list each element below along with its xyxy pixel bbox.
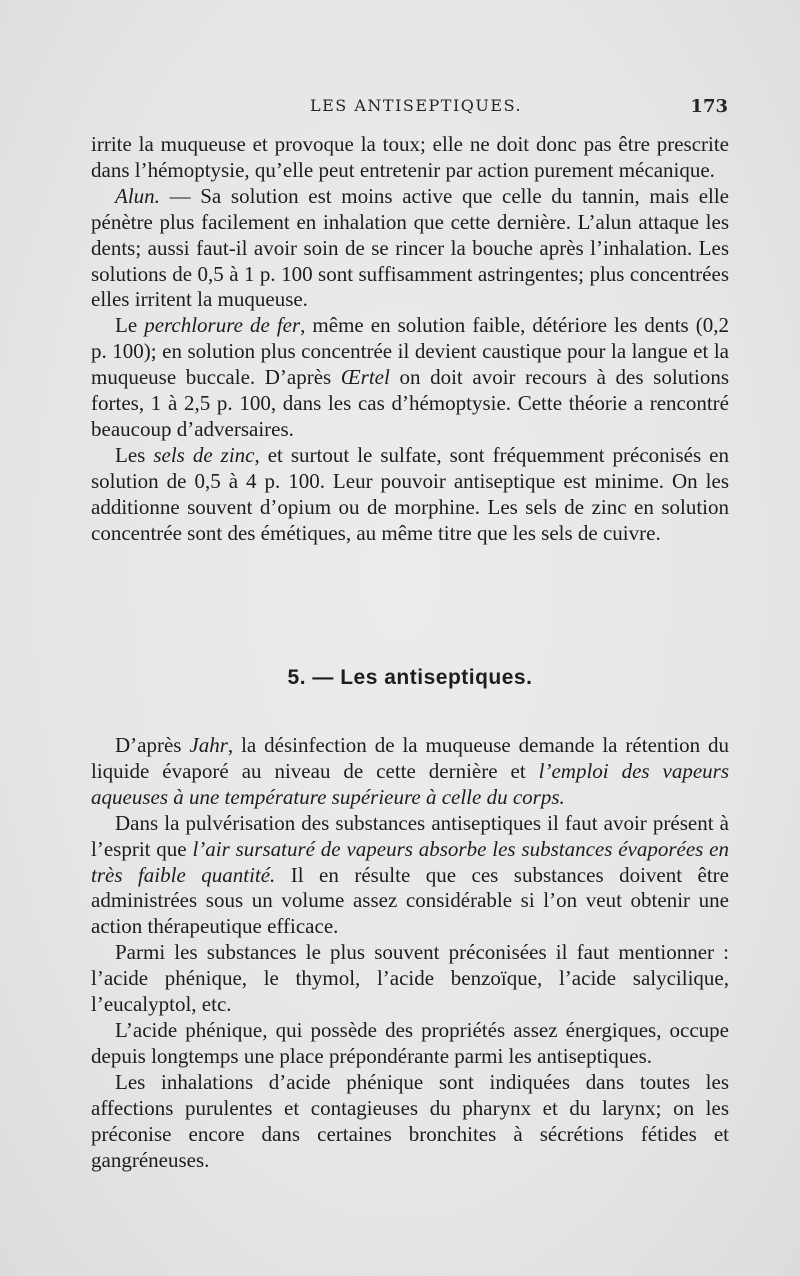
italic-text: Alun.: [115, 183, 160, 208]
paragraph: L’acide phénique, qui possède des propriétés assez énergiques, occupe depuis longtemps une place prépondérante parmi les antiseptiques.: [91, 1017, 729, 1068]
italic-text: sels de zinc: [153, 442, 255, 467]
paragraph: Parmi les substances le plus souvent préconisées il faut mentionner : l’acide phénique, le thymol, l’acide benzoïque, l’acide salycilique, l’eucalyptol, etc.: [91, 940, 729, 1017]
italic-text: l’air sursaturé de vapeurs absorbe les substances évaporées en très faible quantité.: [91, 836, 730, 887]
paragraph: D’après Jahr, la désinfection de la muqueuse demande la rétention du liquide évaporé au niveau de cette dernière et l’emploi des vapeurs aqueuses à une température supérieure à celle du corps.: [91, 733, 729, 809]
paragraph: Dans la pulvérisation des substances antiseptiques il faut avoir présent à l’esprit que l’air sursaturé de vapeurs absorbe les substances évaporées en très faible quantité. Il en résulte que ces substances doivent être administrées sous un volume assez considérable si l’on veut obtenir une action thérapeutique efficace.: [91, 810, 730, 939]
italic-text: Jahr: [189, 733, 228, 757]
running-header: [90, 96, 728, 126]
italic-text: Œrtel: [340, 365, 390, 390]
body-text-bottom: [91, 733, 729, 1173]
body-text-top: [91, 132, 729, 547]
paragraph: irrite la muqueuse et provoque la toux; elle ne doit donc pas être prescrite dans l’hémoptysie, qu’elle peut entretenir par action purement mécanique.: [91, 132, 729, 182]
paragraph: Alun. — Sa solution est moins active que celle du tannin, mais elle pénètre plus facilement en inhalation que cette dernière. L’alun attaque les dents; aussi faut-il avoir soin de se rincer la bouche après l’inhalation. Les solutions de 0,5 à 1 p. 100 sont suffisamment astringentes; plus concentrées elles irritent la muqueuse.: [91, 183, 729, 312]
italic-text: perchlorure de fer: [144, 313, 301, 338]
running-title: LES ANTISEPTIQUES.: [310, 96, 523, 115]
section-heading: 5. — Les antiseptiques.: [287, 666, 533, 689]
paragraph: Les sels de zinc, et surtout le sulfate, sont fréquemment préconisés en solution de 0,5 à 4 p. 100. Leur pouvoir antiseptique est minime. On les additionne souvent d’opium ou de morphine. Les sels de zinc en solution concentrée sont des émétiques, au même titre que les sels de cuivre.: [91, 442, 729, 545]
paragraph: Le perchlorure de fer, même en solution faible, détériore les dents (0,2 p. 100); en solution plus concentrée il devient caustique pour la langue et la muqueuse buccale. D’après Œrtel on doit avoir recours à des solutions fortes, 1 à 2,5 p. 100, dans les cas d’hémoptysie. Cette théorie a rencontré beaucoup d’adversaires.: [91, 313, 729, 441]
page-number: 173: [690, 96, 728, 117]
paragraph: Les inhalations d’acide phénique sont indiquées dans toutes les affections purulentes et contagieuses du pharynx et du larynx; on les préconise encore dans certaines bronchites à sécrétions fétides et gangréneuses.: [91, 1069, 729, 1172]
italic-text: l’emploi des vapeurs aqueuses à une température supérieure à celle du corps.: [91, 758, 729, 809]
